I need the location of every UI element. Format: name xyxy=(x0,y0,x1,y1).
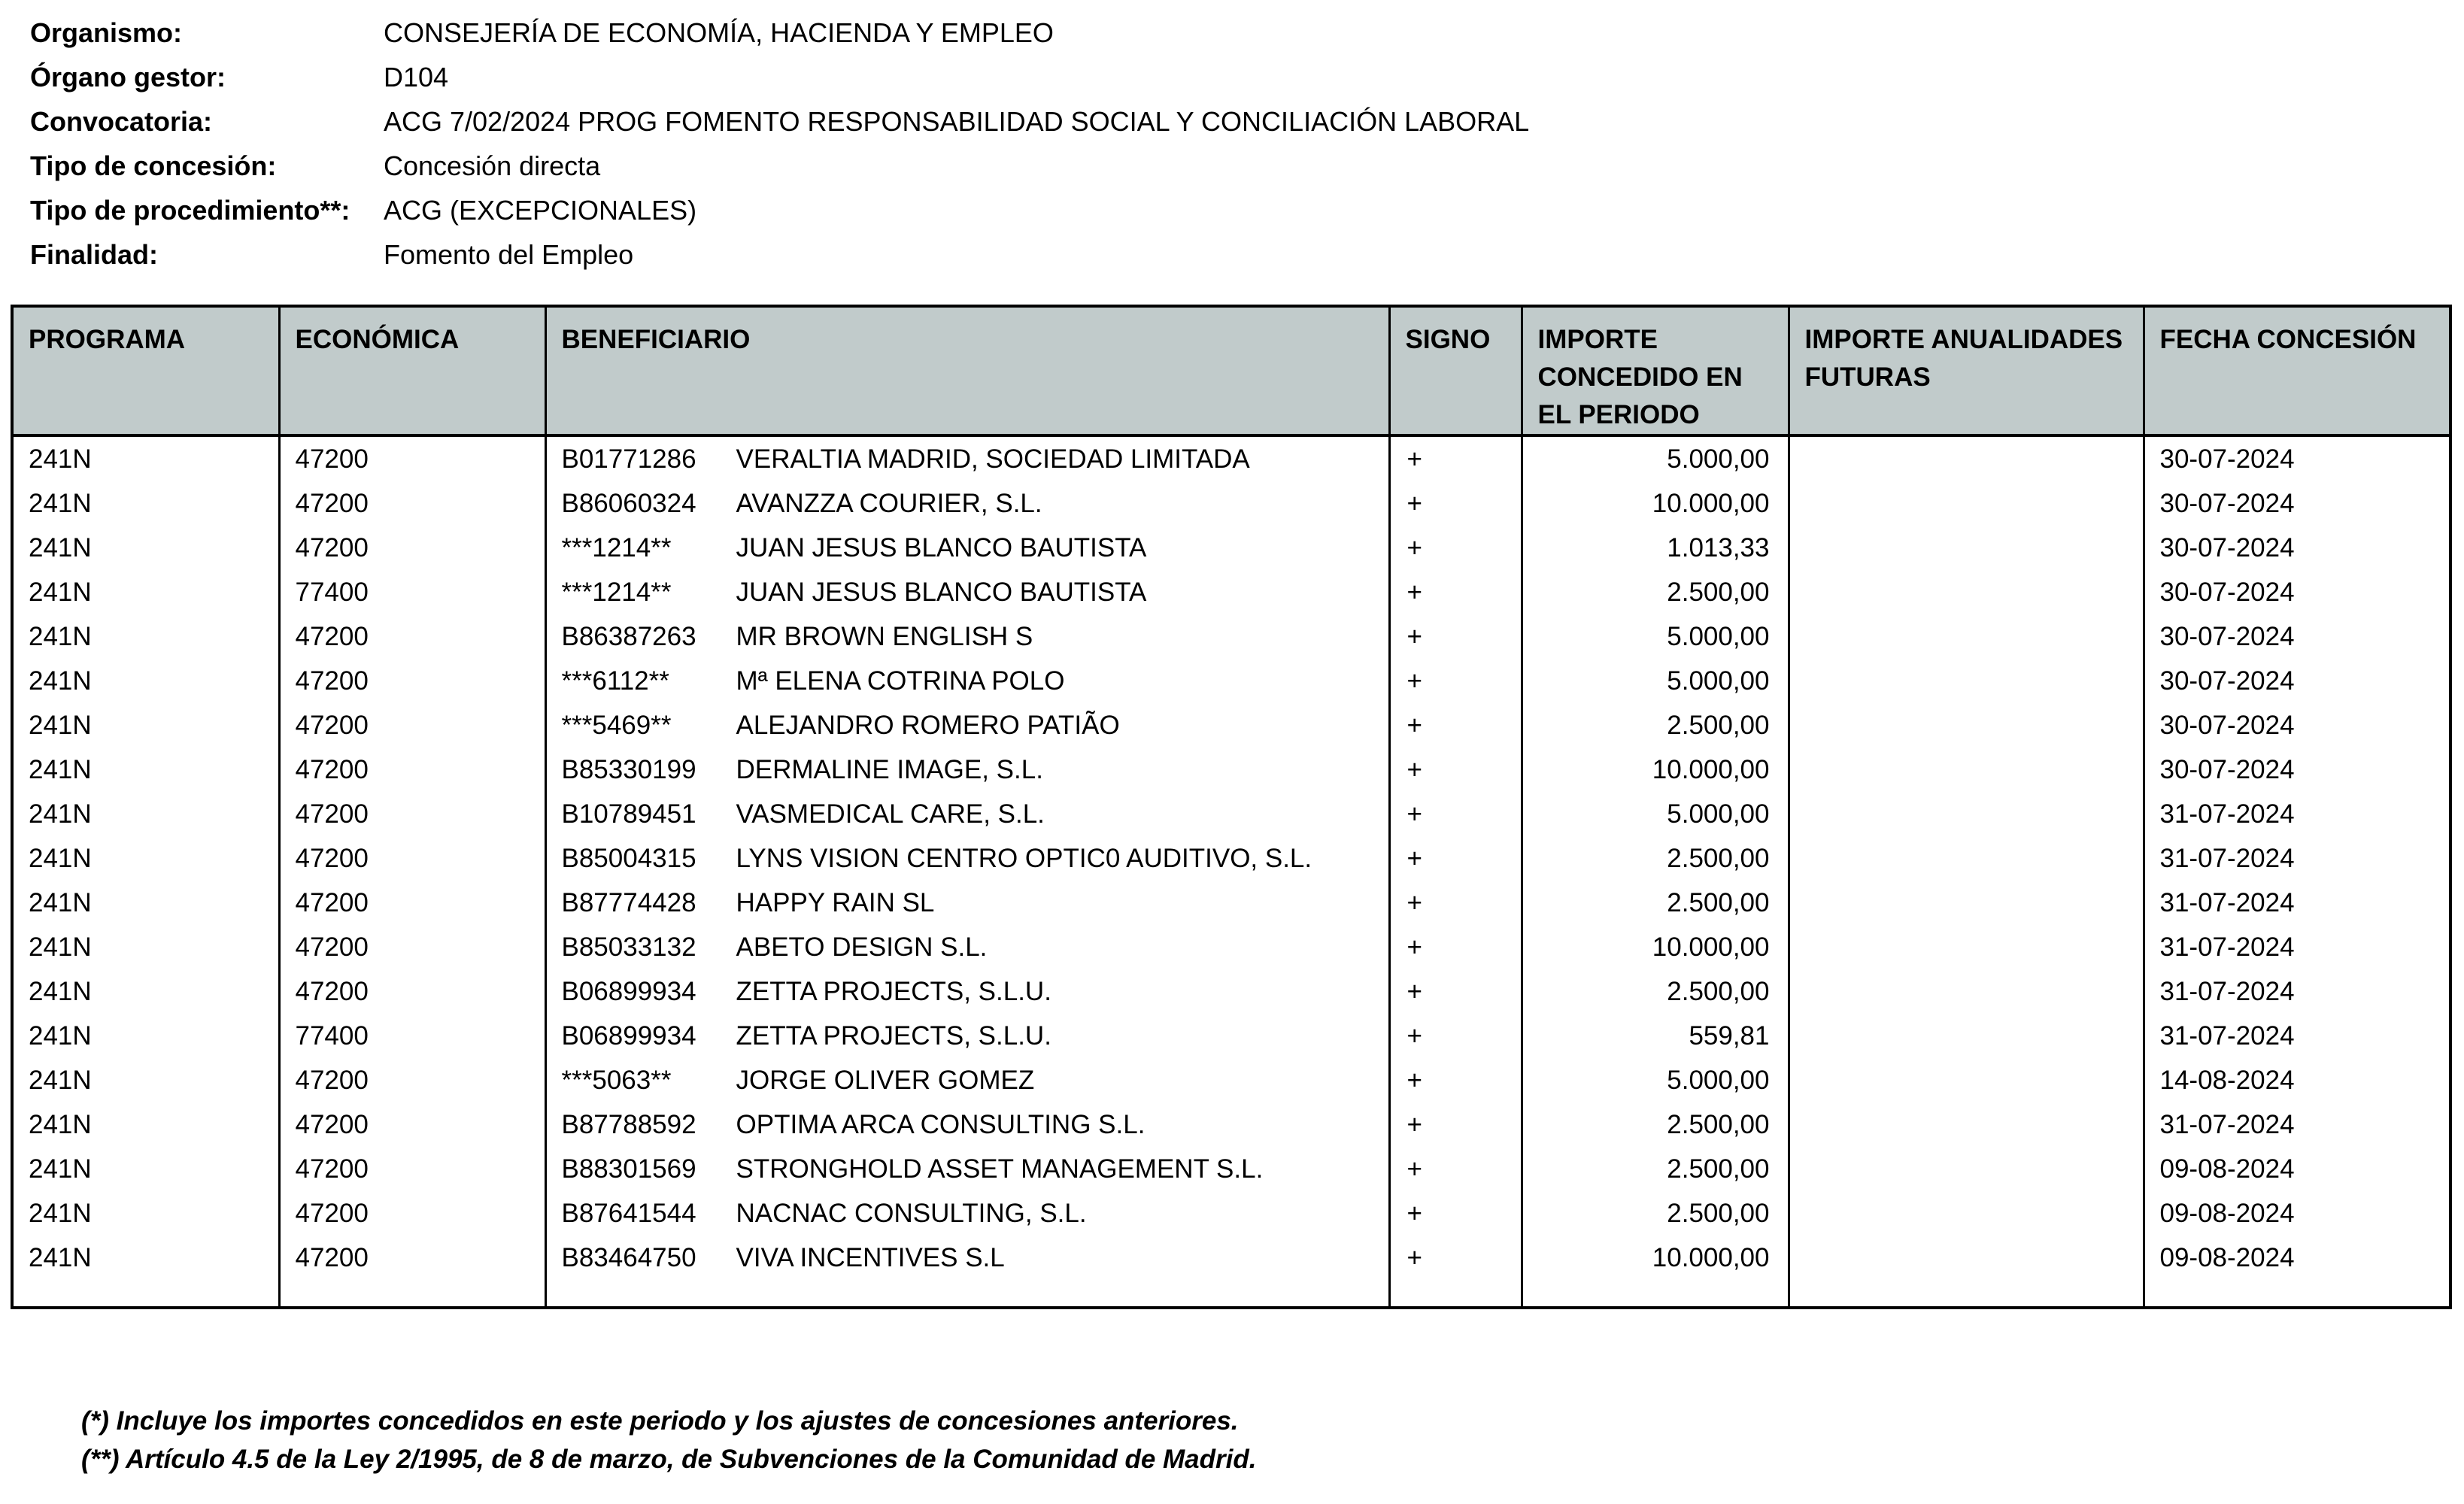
cell-economica: 47200 xyxy=(279,435,545,481)
cell-futuras xyxy=(1789,1058,2144,1102)
table-row xyxy=(14,792,2449,836)
cell-economica: 77400 xyxy=(279,570,545,614)
cell-programa: 241N xyxy=(14,1014,279,1058)
meta-organismo xyxy=(30,11,2399,55)
table-row xyxy=(14,526,2449,570)
header-signo: SIGNO xyxy=(1389,308,1522,435)
cell-programa: 241N xyxy=(14,747,279,792)
cell-signo: + xyxy=(1389,969,1522,1014)
cell-futuras xyxy=(1789,881,2144,925)
cell-signo: + xyxy=(1389,614,1522,659)
beneficiario-nombre: ALEJANDRO ROMERO PATIÃO xyxy=(736,710,1120,740)
cell-signo: + xyxy=(1389,1058,1522,1102)
meta-label: Tipo de procedimiento**: xyxy=(30,194,350,226)
grants-table xyxy=(14,308,2449,1306)
cell-programa: 241N xyxy=(14,881,279,925)
cell-beneficiario xyxy=(545,1102,1389,1147)
cell-futuras xyxy=(1789,614,2144,659)
cell-beneficiario xyxy=(545,435,1389,481)
table-row xyxy=(14,836,2449,881)
cell-fecha: 31-07-2024 xyxy=(2159,1109,2295,1139)
cell-fecha: 30-07-2024 xyxy=(2159,710,2295,740)
beneficiario-nombre: AVANZZA COURIER, S.L. xyxy=(736,488,1042,518)
cell-futuras xyxy=(1789,1102,2144,1147)
beneficiario-nombre: HAPPY RAIN SL xyxy=(736,887,935,917)
cell-beneficiario xyxy=(545,836,1389,881)
filler-cell xyxy=(1789,1280,2144,1306)
cell-economica: 47200 xyxy=(279,526,545,570)
cell-economica: 47200 xyxy=(279,836,545,881)
filler-cell xyxy=(1389,1280,1522,1306)
cell-futuras xyxy=(1789,570,2144,614)
cell-programa: 241N xyxy=(14,1191,279,1236)
cell-economica: 47200 xyxy=(279,969,545,1014)
table-row xyxy=(14,659,2449,703)
cell-fecha: 30-07-2024 xyxy=(2159,621,2295,651)
beneficiario-nombre: ZETTA PROJECTS, S.L.U. xyxy=(736,1020,1051,1051)
cell-programa: 241N xyxy=(14,792,279,836)
cell-fecha: 30-07-2024 xyxy=(2159,577,2295,607)
cell-programa: 241N xyxy=(14,526,279,570)
beneficiario-id: B06899934 xyxy=(561,1020,696,1051)
beneficiario-id: B83464750 xyxy=(561,1242,696,1272)
cell-economica: 47200 xyxy=(279,792,545,836)
cell-fecha: 31-07-2024 xyxy=(2159,1020,2295,1051)
cell-futuras xyxy=(1789,1236,2144,1280)
header-economica: ECONÓMICA xyxy=(279,308,545,435)
cell-economica: 77400 xyxy=(279,1014,545,1058)
cell-signo: + xyxy=(1389,1236,1522,1280)
beneficiario-nombre: ABETO DESIGN S.L. xyxy=(736,932,988,962)
cell-fecha: 30-07-2024 xyxy=(2159,488,2295,518)
cell-programa: 241N xyxy=(14,614,279,659)
cell-signo: + xyxy=(1389,435,1522,481)
cell-futuras xyxy=(1789,792,2144,836)
cell-programa: 241N xyxy=(14,969,279,1014)
meta-label: Convocatoria: xyxy=(30,105,213,137)
cell-importe: 2.500,00 xyxy=(1522,969,1789,1014)
beneficiario-nombre: JUAN JESUS BLANCO BAUTISTA xyxy=(736,577,1147,607)
table-header xyxy=(14,308,2449,435)
cell-fecha: 09-08-2024 xyxy=(2159,1242,2295,1272)
beneficiario-nombre: JUAN JESUS BLANCO BAUTISTA xyxy=(736,532,1147,562)
cell-fecha: 30-07-2024 xyxy=(2159,754,2295,784)
cell-fecha: 31-07-2024 xyxy=(2159,799,2295,829)
beneficiario-nombre: Mª ELENA COTRINA POLO xyxy=(736,666,1065,696)
meta-organo-gestor xyxy=(30,55,2399,99)
cell-signo: + xyxy=(1389,481,1522,526)
cell-beneficiario xyxy=(545,659,1389,703)
header-importe-concedido: IMPORTE CONCEDIDO EN EL PERIODO xyxy=(1522,308,1789,435)
beneficiario-id: B86060324 xyxy=(561,488,696,518)
cell-futuras xyxy=(1789,1014,2144,1058)
table-row xyxy=(14,1014,2449,1058)
cell-futuras xyxy=(1789,435,2144,481)
beneficiario-id: B10789451 xyxy=(561,799,696,829)
cell-signo: + xyxy=(1389,570,1522,614)
cell-importe: 2.500,00 xyxy=(1522,881,1789,925)
cell-fecha: 31-07-2024 xyxy=(2159,932,2295,962)
cell-importe: 559,81 xyxy=(1522,1014,1789,1058)
cell-beneficiario xyxy=(545,747,1389,792)
beneficiario-id: ***5469** xyxy=(561,710,672,740)
beneficiario-id: ***5063** xyxy=(561,1065,672,1095)
table-row xyxy=(14,435,2449,481)
meta-tipo-procedimiento xyxy=(30,188,2399,232)
cell-importe: 2.500,00 xyxy=(1522,1102,1789,1147)
table-row xyxy=(14,1058,2449,1102)
cell-fecha: 31-07-2024 xyxy=(2159,843,2295,873)
table-row xyxy=(14,747,2449,792)
beneficiario-nombre: ZETTA PROJECTS, S.L.U. xyxy=(736,976,1051,1006)
beneficiario-id: B85004315 xyxy=(561,843,696,873)
meta-value: ACG (EXCEPCIONALES) xyxy=(384,194,697,226)
cell-importe: 10.000,00 xyxy=(1522,925,1789,969)
meta-value: CONSEJERÍA DE ECONOMÍA, HACIENDA Y EMPLEO xyxy=(384,17,1054,48)
beneficiario-id: B87641544 xyxy=(561,1198,696,1228)
cell-importe: 2.500,00 xyxy=(1522,1147,1789,1191)
cell-fecha: 31-07-2024 xyxy=(2159,976,2295,1006)
beneficiario-id: B87788592 xyxy=(561,1109,696,1139)
cell-beneficiario xyxy=(545,881,1389,925)
cell-programa: 241N xyxy=(14,1058,279,1102)
table-row xyxy=(14,1236,2449,1280)
cell-futuras xyxy=(1789,1147,2144,1191)
cell-signo: + xyxy=(1389,1147,1522,1191)
cell-futuras xyxy=(1789,481,2144,526)
table-row xyxy=(14,703,2449,747)
beneficiario-id: B87774428 xyxy=(561,887,696,917)
cell-beneficiario xyxy=(545,570,1389,614)
header-programa: PROGRAMA xyxy=(14,308,279,435)
cell-economica: 47200 xyxy=(279,1102,545,1147)
cell-importe: 10.000,00 xyxy=(1522,747,1789,792)
beneficiario-id: ***1214** xyxy=(561,532,672,562)
cell-signo: + xyxy=(1389,925,1522,969)
header-importe-futuras: IMPORTE ANUALIDADES FUTURAS xyxy=(1789,308,2144,435)
filler-cell xyxy=(1522,1280,1789,1306)
footnote-importes: (*) Incluye los importes concedidos en este periodo y los ajustes de concesiones anteriores. xyxy=(81,1406,1239,1436)
table-row xyxy=(14,614,2449,659)
beneficiario-id: B01771286 xyxy=(561,444,696,474)
table-row xyxy=(14,1102,2449,1147)
cell-beneficiario xyxy=(545,1191,1389,1236)
grants-table-container xyxy=(11,305,2452,1309)
cell-fecha: 09-08-2024 xyxy=(2159,1198,2295,1228)
beneficiario-id: ***1214** xyxy=(561,577,672,607)
cell-fecha: 30-07-2024 xyxy=(2159,532,2295,562)
cell-futuras xyxy=(1789,1191,2144,1236)
cell-importe: 2.500,00 xyxy=(1522,703,1789,747)
cell-programa: 241N xyxy=(14,703,279,747)
table-row xyxy=(14,1147,2449,1191)
filler-cell xyxy=(2144,1280,2449,1306)
cell-importe: 5.000,00 xyxy=(1522,792,1789,836)
footnotes xyxy=(81,1402,1256,1478)
filler-cell xyxy=(14,1280,279,1306)
table-row xyxy=(14,925,2449,969)
beneficiario-nombre: VASMEDICAL CARE, S.L. xyxy=(736,799,1045,829)
beneficiario-id: B86387263 xyxy=(561,621,696,651)
beneficiario-nombre: OPTIMA ARCA CONSULTING S.L. xyxy=(736,1109,1146,1139)
table-row xyxy=(14,881,2449,925)
cell-futuras xyxy=(1789,836,2144,881)
meta-label: Organismo: xyxy=(30,17,183,48)
beneficiario-id: B88301569 xyxy=(561,1154,696,1184)
cell-signo: + xyxy=(1389,881,1522,925)
table-row xyxy=(14,481,2449,526)
cell-futuras xyxy=(1789,659,2144,703)
cell-economica: 47200 xyxy=(279,703,545,747)
beneficiario-id: B85033132 xyxy=(561,932,696,962)
cell-signo: + xyxy=(1389,836,1522,881)
cell-economica: 47200 xyxy=(279,614,545,659)
cell-beneficiario xyxy=(545,969,1389,1014)
beneficiario-id: B06899934 xyxy=(561,976,696,1006)
cell-futuras xyxy=(1789,526,2144,570)
cell-economica: 47200 xyxy=(279,659,545,703)
cell-economica: 47200 xyxy=(279,925,545,969)
cell-beneficiario xyxy=(545,481,1389,526)
meta-finalidad xyxy=(30,232,2399,277)
cell-signo: + xyxy=(1389,1014,1522,1058)
cell-futuras xyxy=(1789,925,2144,969)
cell-signo: + xyxy=(1389,703,1522,747)
cell-economica: 47200 xyxy=(279,1236,545,1280)
table-row xyxy=(14,969,2449,1014)
beneficiario-nombre: DERMALINE IMAGE, S.L. xyxy=(736,754,1043,784)
table-filler-row xyxy=(14,1280,2449,1306)
table-row xyxy=(14,570,2449,614)
cell-beneficiario xyxy=(545,1236,1389,1280)
cell-economica: 47200 xyxy=(279,881,545,925)
cell-economica: 47200 xyxy=(279,747,545,792)
filler-cell xyxy=(279,1280,545,1306)
cell-programa: 241N xyxy=(14,435,279,481)
beneficiario-nombre: VERALTIA MADRID, SOCIEDAD LIMITADA xyxy=(736,444,1250,474)
cell-beneficiario xyxy=(545,703,1389,747)
meta-value: ACG 7/02/2024 PROG FOMENTO RESPONSABILIDAD SOCIAL Y CONCILIACIÓN LABORAL xyxy=(384,105,1530,137)
cell-futuras xyxy=(1789,703,2144,747)
cell-signo: + xyxy=(1389,747,1522,792)
cell-importe: 2.500,00 xyxy=(1522,836,1789,881)
cell-economica: 47200 xyxy=(279,481,545,526)
cell-beneficiario xyxy=(545,792,1389,836)
cell-programa: 241N xyxy=(14,1102,279,1147)
meta-value: D104 xyxy=(384,61,449,92)
meta-tipo-concesion xyxy=(30,144,2399,188)
cell-importe: 5.000,00 xyxy=(1522,614,1789,659)
footnote-ley: (**) Artículo 4.5 de la Ley 2/1995, de 8 de marzo, de Subvenciones de la Comunidad de Madrid. xyxy=(81,1445,1257,1474)
header-beneficiario: BENEFICIARIO xyxy=(545,308,1389,435)
cell-beneficiario xyxy=(545,925,1389,969)
cell-fecha: 14-08-2024 xyxy=(2159,1065,2295,1095)
table-row xyxy=(14,1191,2449,1236)
filler-cell xyxy=(545,1280,1389,1306)
cell-programa: 241N xyxy=(14,836,279,881)
cell-futuras xyxy=(1789,747,2144,792)
cell-importe: 5.000,00 xyxy=(1522,1058,1789,1102)
cell-programa: 241N xyxy=(14,481,279,526)
cell-signo: + xyxy=(1389,1191,1522,1236)
cell-futuras xyxy=(1789,969,2144,1014)
cell-importe: 5.000,00 xyxy=(1522,659,1789,703)
grant-metadata xyxy=(30,11,2399,277)
cell-programa: 241N xyxy=(14,925,279,969)
cell-importe: 10.000,00 xyxy=(1522,1236,1789,1280)
cell-signo: + xyxy=(1389,1102,1522,1147)
cell-fecha: 30-07-2024 xyxy=(2159,666,2295,696)
cell-beneficiario xyxy=(545,1014,1389,1058)
cell-importe: 2.500,00 xyxy=(1522,570,1789,614)
beneficiario-nombre: STRONGHOLD ASSET MANAGEMENT S.L. xyxy=(736,1154,1264,1184)
cell-importe: 5.000,00 xyxy=(1522,435,1789,481)
cell-economica: 47200 xyxy=(279,1058,545,1102)
cell-economica: 47200 xyxy=(279,1147,545,1191)
cell-importe: 10.000,00 xyxy=(1522,481,1789,526)
table-body xyxy=(14,435,2449,1306)
beneficiario-nombre: JORGE OLIVER GOMEZ xyxy=(736,1065,1035,1095)
cell-beneficiario xyxy=(545,614,1389,659)
cell-fecha: 30-07-2024 xyxy=(2159,444,2295,474)
meta-value: Concesión directa xyxy=(384,150,601,181)
meta-label: Órgano gestor: xyxy=(30,61,226,92)
cell-signo: + xyxy=(1389,659,1522,703)
cell-economica: 47200 xyxy=(279,1191,545,1236)
beneficiario-nombre: VIVA INCENTIVES S.L xyxy=(736,1242,1005,1272)
cell-fecha: 31-07-2024 xyxy=(2159,887,2295,917)
cell-programa: 241N xyxy=(14,1147,279,1191)
meta-convocatoria xyxy=(30,99,2399,144)
meta-value: Fomento del Empleo xyxy=(384,238,634,270)
beneficiario-id: B85330199 xyxy=(561,754,696,784)
cell-programa: 241N xyxy=(14,570,279,614)
meta-label: Tipo de concesión: xyxy=(30,150,277,181)
cell-importe: 2.500,00 xyxy=(1522,1191,1789,1236)
cell-programa: 241N xyxy=(14,1236,279,1280)
cell-beneficiario xyxy=(545,1147,1389,1191)
cell-fecha: 09-08-2024 xyxy=(2159,1154,2295,1184)
meta-label: Finalidad: xyxy=(30,238,158,270)
beneficiario-nombre: LYNS VISION CENTRO OPTIC0 AUDITIVO, S.L. xyxy=(736,843,1312,873)
beneficiario-nombre: NACNAC CONSULTING, S.L. xyxy=(736,1198,1087,1228)
cell-beneficiario xyxy=(545,526,1389,570)
cell-importe: 1.013,33 xyxy=(1522,526,1789,570)
cell-beneficiario xyxy=(545,1058,1389,1102)
cell-signo: + xyxy=(1389,792,1522,836)
beneficiario-id: ***6112** xyxy=(561,666,669,696)
cell-programa: 241N xyxy=(14,659,279,703)
beneficiario-nombre: MR BROWN ENGLISH S xyxy=(736,621,1033,651)
cell-signo: + xyxy=(1389,526,1522,570)
header-fecha-concesion: FECHA CONCESIÓN xyxy=(2144,308,2449,435)
